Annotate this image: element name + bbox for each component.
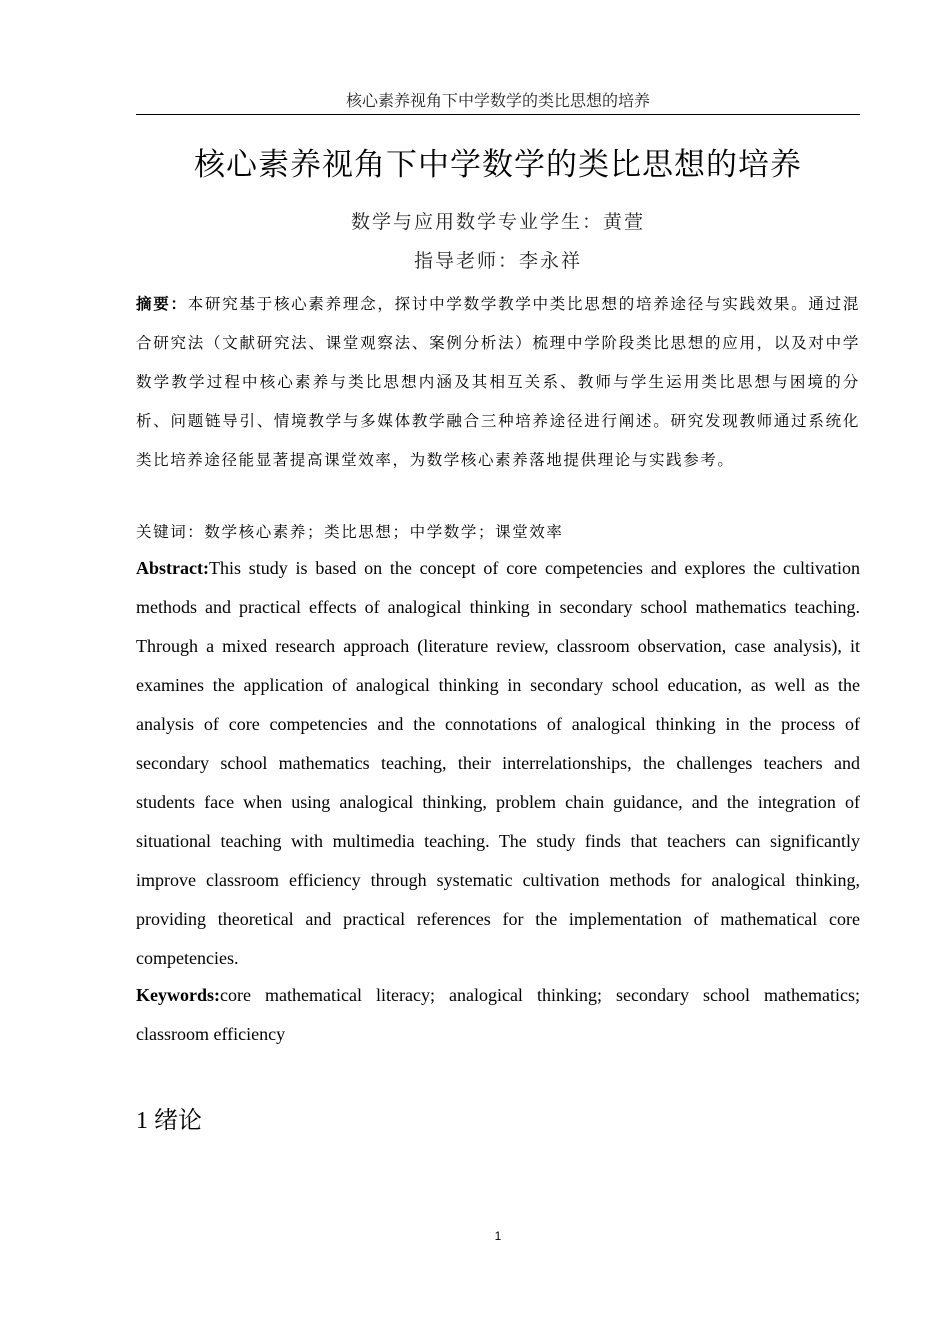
author-line: 数学与应用数学专业学生：黄萱: [350, 211, 645, 233]
english-abstract: [136, 549, 860, 978]
page-number: 1: [494, 1229, 502, 1243]
english-keywords: [136, 976, 860, 1054]
chinese-keywords-text: 数学核心素养；类比思想；中学数学；课堂效率: [204, 523, 564, 541]
section-heading: 1 绪论: [136, 1108, 202, 1134]
chinese-abstract: [136, 284, 860, 480]
chinese-keywords-label: 关键词：: [136, 523, 205, 541]
english-abstract-label: Abstract:: [136, 558, 209, 578]
english-keywords-text: core mathematical literacy; analogical thinking; secondary school mathematics; classroom efficiency: [136, 985, 860, 1044]
chinese-keywords: [136, 517, 860, 547]
chinese-abstract-text: 本研究基于核心素养理念，探讨中学数学教学中类比思想的培养途径与实践效果。通过混合研究法（文献研究法、课堂观察法、案例分析法）梳理中学阶段类比思想的应用，以及对中学数学教学过程中核心素养与类比思想内涵及其相互关系、教师与学生运用类比思想与困境的分析、问题链导引、情境教学与多媒体教学融合三种培养途径进行阐述。研究发现教师通过系统化类比培养途径能显著提高课堂效率，为数学核心素养落地提供理论与实践参考。: [136, 295, 860, 469]
english-keywords-label: Keywords:: [136, 985, 220, 1005]
paper-title: 核心素养视角下中学数学的类比思想的培养: [194, 147, 802, 183]
advisor-line: 指导老师：李永祥: [413, 250, 582, 272]
header-rule: [136, 114, 860, 115]
running-header: 核心素养视角下中学数学的类比思想的培养: [345, 91, 650, 110]
chinese-abstract-label: 摘要：: [136, 294, 188, 313]
english-abstract-text: This study is based on the concept of core competencies and explores the cultivation methods and practical effects of analogical thinking in secondary school mathematics teaching. Through a mixed research approach (literature review, classroom observation, case analysis), it examines the application of analogical thinking in secondary school education, as well as the analysis of core competencies and the connotations of analogical thinking in the process of secondary school mathematics teaching, their interrelationships, the challenges teachers and students face when using analogical thinking, problem chain guidance, and the integration of situational teaching with multimedia teaching. The study finds that teachers can significantly improve classroom efficiency through systematic cultivation methods for analogical thinking, providing theoretical and practical references for the implementation of mathematical core competencies.: [136, 558, 860, 968]
